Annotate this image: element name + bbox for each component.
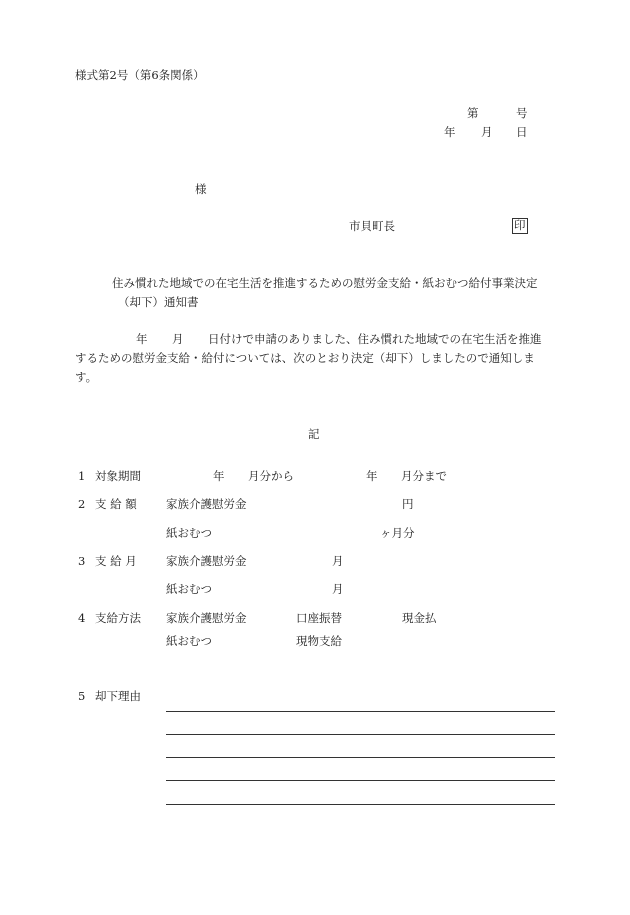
body-year: 年 bbox=[136, 332, 148, 346]
item2-care-unit: 円 bbox=[402, 497, 414, 511]
item1-label: 対象期間 bbox=[95, 469, 141, 483]
item5-label: 却下理由 bbox=[95, 689, 141, 703]
seal-mark: 印 bbox=[514, 218, 526, 232]
item5-num: 5 bbox=[78, 689, 86, 703]
item3-diaper-label: 紙おむつ bbox=[166, 582, 212, 596]
doc-date-day: 日 bbox=[516, 125, 528, 139]
item2-label: 支 給 額 bbox=[95, 497, 137, 511]
doc-date-year: 年 bbox=[444, 125, 456, 139]
issuer-title: 市貝町長 bbox=[349, 219, 395, 233]
item2-num: 2 bbox=[78, 497, 86, 511]
item3-num: 3 bbox=[78, 554, 86, 568]
item4-num: 4 bbox=[78, 611, 86, 625]
body-month: 月 bbox=[172, 332, 184, 346]
item1-from-month: 月分から bbox=[248, 469, 294, 483]
body-line-1: 日付けで申請のありました、住み慣れた地域での在宅生活を推進 bbox=[208, 332, 542, 346]
item4-label: 支給方法 bbox=[95, 611, 141, 625]
doc-number-dai: 第 bbox=[467, 106, 479, 120]
reason-line[interactable] bbox=[166, 780, 555, 781]
item4-opt-goods: 現物支給 bbox=[296, 634, 342, 648]
item4-diaper-label: 紙おむつ bbox=[166, 634, 212, 648]
reason-line[interactable] bbox=[166, 757, 555, 758]
title-line-1: 住み慣れた地域での在宅生活を推進するための慰労金支給・紙おむつ給付事業決定 bbox=[112, 276, 538, 290]
form-label: 様式第2号（第6条関係） bbox=[75, 68, 205, 82]
item4-opt-cash: 現金払 bbox=[402, 611, 437, 625]
item3-care-unit: 月 bbox=[332, 554, 344, 568]
body-line-3: す。 bbox=[75, 370, 98, 384]
item1-num: 1 bbox=[78, 469, 86, 483]
doc-number-go: 号 bbox=[516, 106, 528, 120]
reason-line[interactable] bbox=[166, 734, 555, 735]
item3-care-label: 家族介護慰労金 bbox=[166, 554, 247, 568]
item1-from-year: 年 bbox=[213, 469, 225, 483]
item2-diaper-unit: ヶ月分 bbox=[380, 526, 415, 540]
doc-date-month: 月 bbox=[481, 125, 493, 139]
item3-label: 支 給 月 bbox=[95, 554, 137, 568]
addressee-suffix: 様 bbox=[195, 182, 207, 196]
reason-line[interactable] bbox=[166, 804, 555, 805]
ki-heading: 記 bbox=[308, 427, 320, 441]
body-line-2: するための慰労金支給・給付については、次のとおり決定（却下）しましたので通知しま bbox=[75, 351, 535, 365]
title-line-2: （却下）通知書 bbox=[118, 295, 199, 309]
item1-to-month: 月分まで bbox=[401, 469, 447, 483]
item2-diaper-label: 紙おむつ bbox=[166, 526, 212, 540]
reason-line[interactable] bbox=[166, 711, 555, 712]
item4-care-label: 家族介護慰労金 bbox=[166, 611, 247, 625]
item1-to-year: 年 bbox=[366, 469, 378, 483]
item3-diaper-unit: 月 bbox=[332, 582, 344, 596]
item2-care-label: 家族介護慰労金 bbox=[166, 497, 247, 511]
item4-opt-transfer: 口座振替 bbox=[296, 611, 342, 625]
